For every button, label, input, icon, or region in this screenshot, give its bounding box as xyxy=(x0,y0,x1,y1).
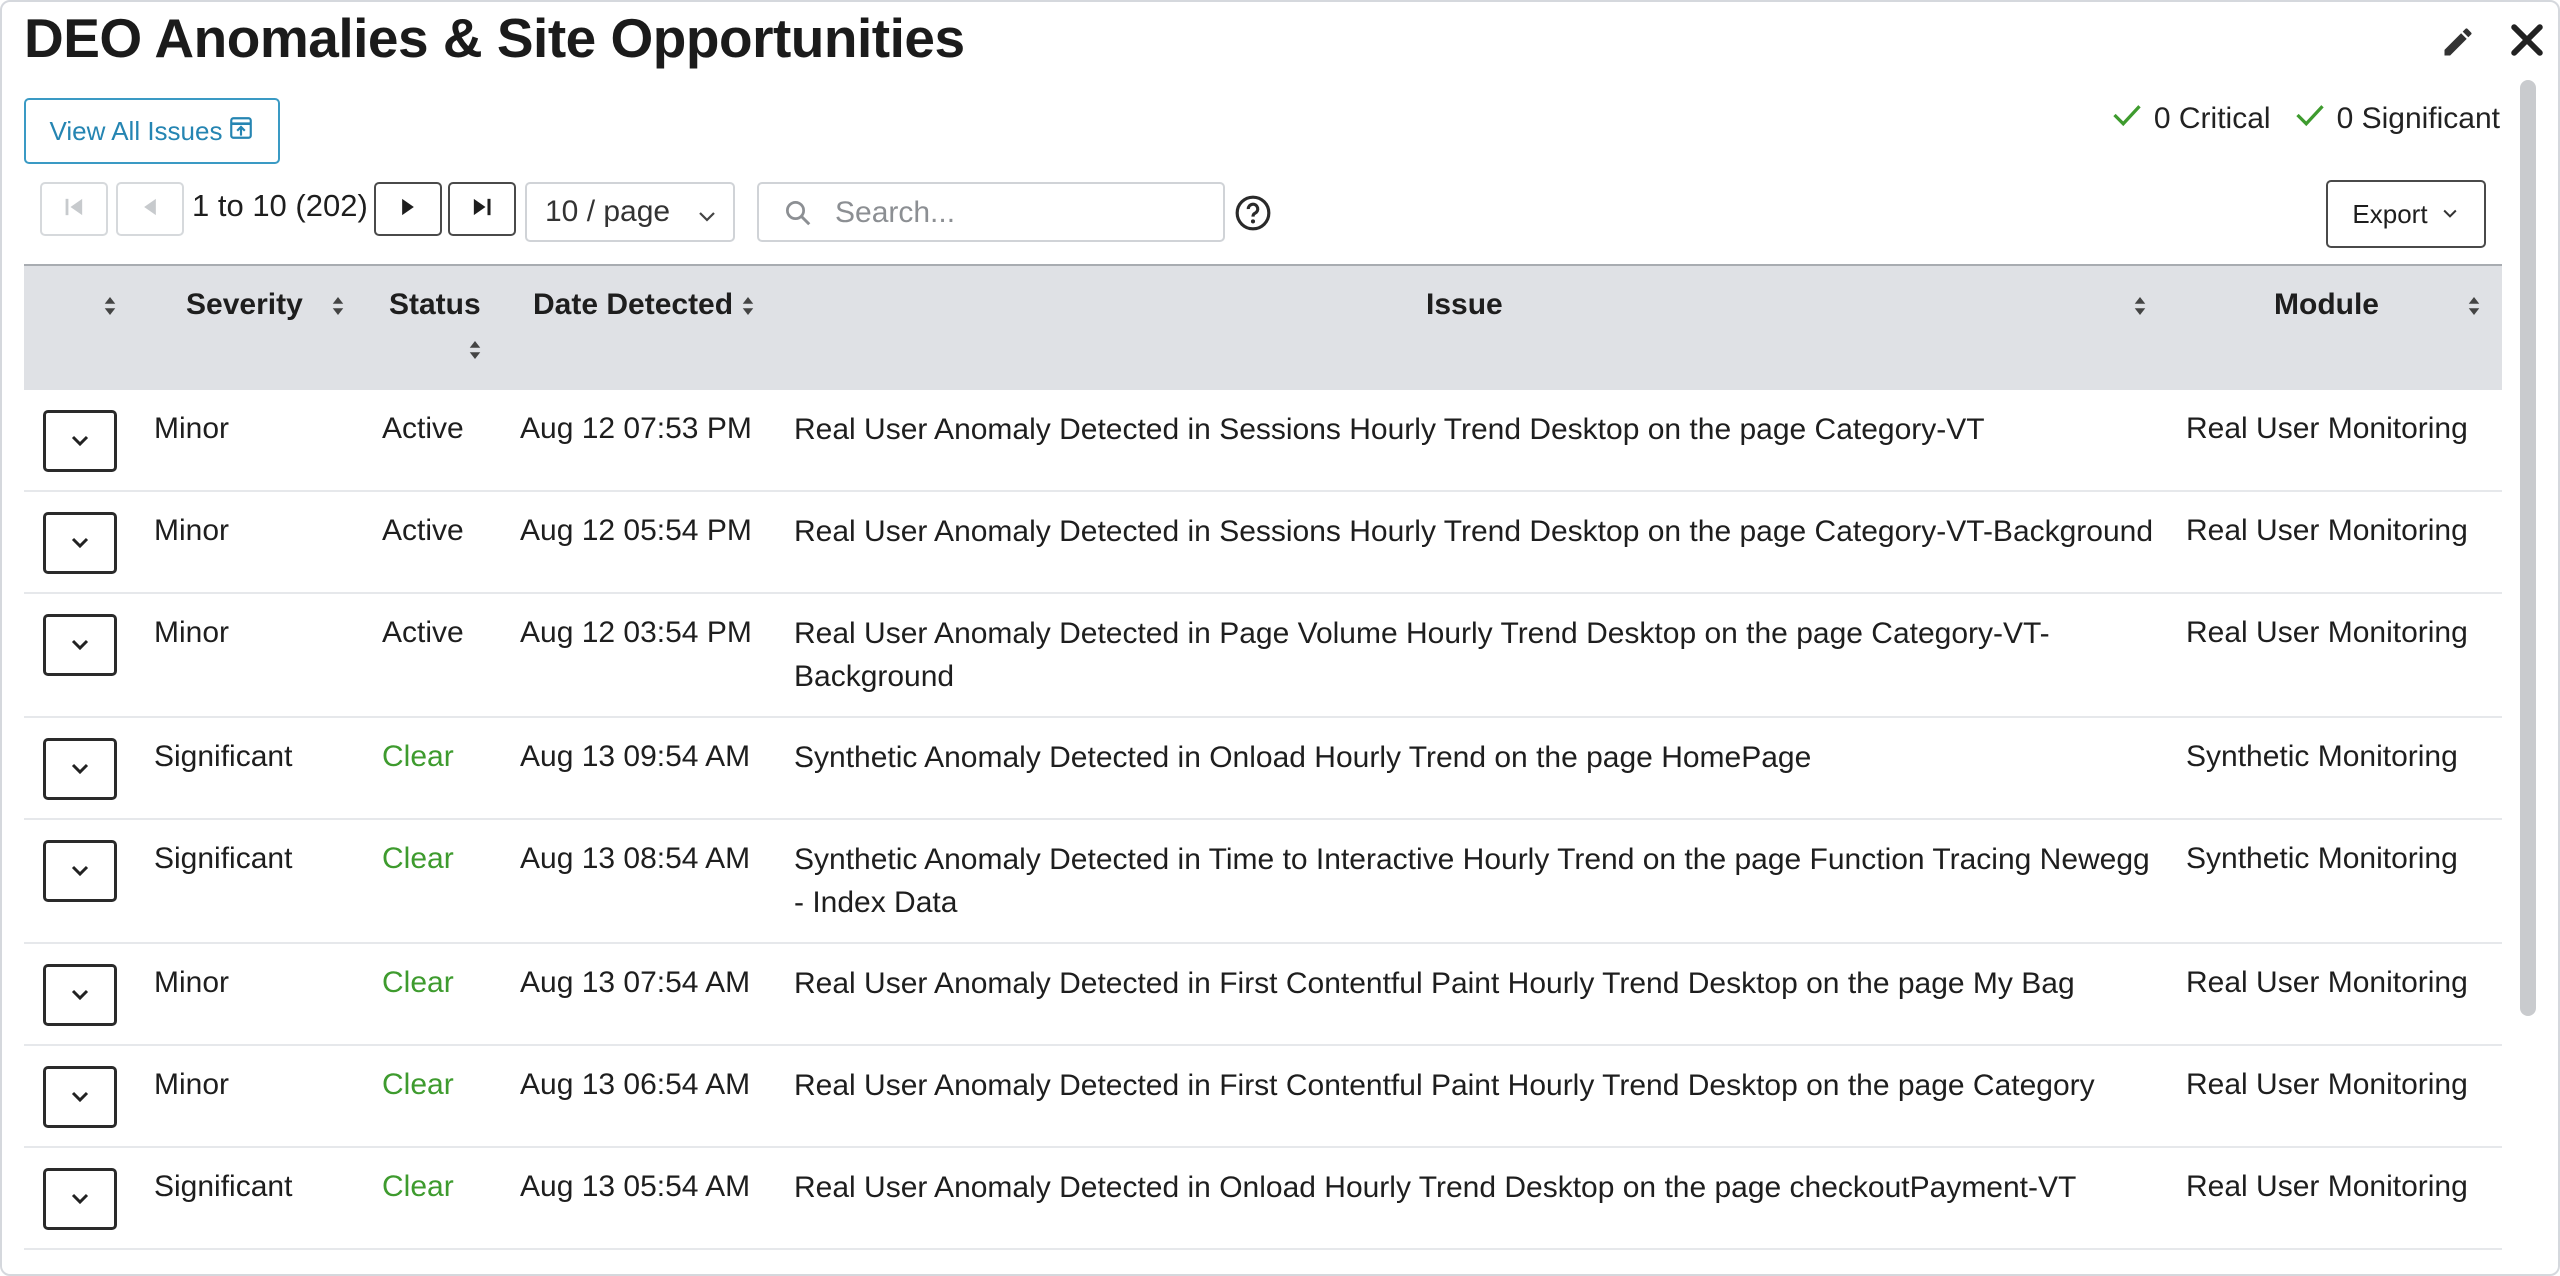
date-cell: Aug 13 06:54 AM xyxy=(520,1068,751,1101)
severity-cell: Minor xyxy=(154,412,230,445)
close-icon[interactable] xyxy=(2505,18,2549,62)
previous-page-icon xyxy=(136,193,164,226)
help-icon[interactable] xyxy=(1234,194,1272,237)
next-page-icon xyxy=(394,193,422,226)
severity-cell: Significant xyxy=(154,1170,293,1203)
next-page-button[interactable] xyxy=(374,182,442,236)
table-header xyxy=(24,264,2502,390)
module-cell: Real User Monitoring xyxy=(2186,514,2468,547)
status-cell: Active xyxy=(382,514,464,547)
status-cell: Clear xyxy=(382,1170,454,1203)
page-size-value: 10 / page xyxy=(545,195,671,228)
first-page-icon xyxy=(60,193,88,226)
module-cell: Real User Monitoring xyxy=(2186,616,2468,649)
check-icon xyxy=(2112,102,2142,136)
chevron-down-icon xyxy=(68,1085,92,1109)
table-row xyxy=(24,944,2502,1046)
critical-count xyxy=(2112,102,2271,136)
severity-cell: Minor xyxy=(154,616,230,649)
issue-cell: Real User Anomaly Detected in First Contentful Paint Hourly Trend Desktop on the page My Bag xyxy=(794,967,2075,1000)
column-header-module[interactable]: Module xyxy=(2274,288,2379,321)
chevron-down-icon xyxy=(68,531,92,555)
date-cell: Aug 12 05:54 PM xyxy=(520,514,752,547)
module-cell: Real User Monitoring xyxy=(2186,412,2468,445)
export-label: Export xyxy=(2352,198,2428,229)
module-cell: Real User Monitoring xyxy=(2186,966,2468,999)
table-row xyxy=(24,594,2502,718)
chevron-down-icon xyxy=(68,859,92,883)
status-cell: Active xyxy=(382,616,464,649)
significant-label: 0 Significant xyxy=(2336,102,2500,135)
module-cell: Synthetic Monitoring xyxy=(2186,740,2458,773)
panel-title: DEO Anomalies & Site Opportunities xyxy=(24,7,965,69)
issue-cell: Real User Anomaly Detected in Sessions Hourly Trend Desktop on the page Category-VT xyxy=(794,413,1985,446)
date-cell: Aug 13 07:54 AM xyxy=(520,966,751,999)
expand-row-button[interactable] xyxy=(43,410,117,472)
previous-page-button[interactable] xyxy=(116,182,184,236)
date-cell: Aug 13 09:54 AM xyxy=(520,740,751,773)
table-row xyxy=(24,718,2502,820)
check-icon xyxy=(2295,102,2325,136)
severity-cell: Significant xyxy=(154,740,293,773)
chevron-down-icon xyxy=(68,983,92,1007)
issue-cell: Real User Anomaly Detected in Sessions Hourly Trend Desktop on the page Category-VT-Background xyxy=(794,515,2154,548)
issue-cell: Real User Anomaly Detected in Page Volume Hourly Trend Desktop on the page Category-VT-Background xyxy=(794,617,2050,693)
export-button[interactable] xyxy=(2326,180,2486,248)
issue-cell: Synthetic Anomaly Detected in Time to Interactive Hourly Trend on the page Function Tracing Newegg - Index Data xyxy=(794,843,2150,919)
date-cell: Aug 13 08:54 AM xyxy=(520,842,751,875)
severity-cell: Minor xyxy=(154,1068,230,1101)
page-size-select[interactable] xyxy=(525,182,735,242)
sort-icon[interactable] xyxy=(2466,294,2482,323)
column-header-date-detected[interactable]: Date Detected xyxy=(533,288,734,321)
significant-count xyxy=(2295,102,2500,136)
issue-cell: Real User Anomaly Detected in First Contentful Paint Hourly Trend Desktop on the page Category xyxy=(794,1069,2095,1102)
date-cell: Aug 13 05:54 AM xyxy=(520,1170,751,1203)
search-icon xyxy=(783,198,813,228)
expand-row-button[interactable] xyxy=(43,512,117,574)
table-row xyxy=(24,1148,2502,1250)
last-page-icon xyxy=(468,193,496,226)
scrollbar-thumb[interactable] xyxy=(2520,80,2536,1016)
chevron-down-icon xyxy=(68,757,92,781)
table-row xyxy=(24,492,2502,594)
issues-table xyxy=(24,264,2502,1250)
date-cell: Aug 12 07:53 PM xyxy=(520,412,752,445)
status-cell: Clear xyxy=(382,966,454,999)
table-row xyxy=(24,1046,2502,1148)
first-page-button[interactable] xyxy=(40,182,108,236)
issue-summary xyxy=(2112,102,2500,136)
pencil-icon[interactable] xyxy=(2440,24,2476,60)
expand-row-button[interactable] xyxy=(43,614,117,676)
status-cell: Clear xyxy=(382,740,454,773)
expand-row-button[interactable] xyxy=(43,1168,117,1230)
table-body xyxy=(24,390,2502,1250)
column-header-severity[interactable]: Severity xyxy=(186,288,303,321)
severity-cell: Minor xyxy=(154,514,230,547)
expand-row-button[interactable] xyxy=(43,1066,117,1128)
severity-cell: Minor xyxy=(154,966,230,999)
module-cell: Real User Monitoring xyxy=(2186,1068,2468,1101)
sort-icon[interactable] xyxy=(740,294,756,323)
sort-icon[interactable] xyxy=(467,338,483,367)
column-header-status[interactable]: Status xyxy=(389,288,481,321)
external-link-icon xyxy=(228,115,254,148)
sort-icon[interactable] xyxy=(2132,294,2148,323)
status-cell: Active xyxy=(382,412,464,445)
module-cell: Real User Monitoring xyxy=(2186,1170,2468,1203)
sort-icon[interactable] xyxy=(102,294,118,323)
chevron-down-icon xyxy=(2440,199,2460,230)
view-all-label: View All Issues xyxy=(49,115,223,146)
expand-row-button[interactable] xyxy=(43,840,117,902)
sort-icon[interactable] xyxy=(330,294,346,323)
column-header-issue[interactable]: Issue xyxy=(1426,288,1503,321)
view-all-issues-button[interactable] xyxy=(24,98,280,164)
chevron-down-icon xyxy=(695,202,719,236)
last-page-button[interactable] xyxy=(448,182,516,236)
date-cell: Aug 12 03:54 PM xyxy=(520,616,752,649)
issue-cell: Real User Anomaly Detected in Onload Hourly Trend Desktop on the page checkoutPayment-VT xyxy=(794,1171,2077,1204)
expand-row-button[interactable] xyxy=(43,964,117,1026)
severity-cell: Significant xyxy=(154,842,293,875)
module-cell: Synthetic Monitoring xyxy=(2186,842,2458,875)
chevron-down-icon xyxy=(68,633,92,657)
critical-label: 0 Critical xyxy=(2153,102,2271,135)
table-row xyxy=(24,390,2502,492)
issue-cell: Synthetic Anomaly Detected in Onload Hourly Trend on the page HomePage xyxy=(794,741,1812,774)
pagination-range: 1 to 10 (202) xyxy=(192,188,368,223)
chevron-down-icon xyxy=(68,1187,92,1211)
status-cell: Clear xyxy=(382,842,454,875)
expand-row-button[interactable] xyxy=(43,738,117,800)
status-cell: Clear xyxy=(382,1068,454,1101)
search-box xyxy=(757,182,1225,242)
chevron-down-icon xyxy=(68,429,92,453)
search-input[interactable] xyxy=(833,192,1217,234)
table-row xyxy=(24,820,2502,944)
